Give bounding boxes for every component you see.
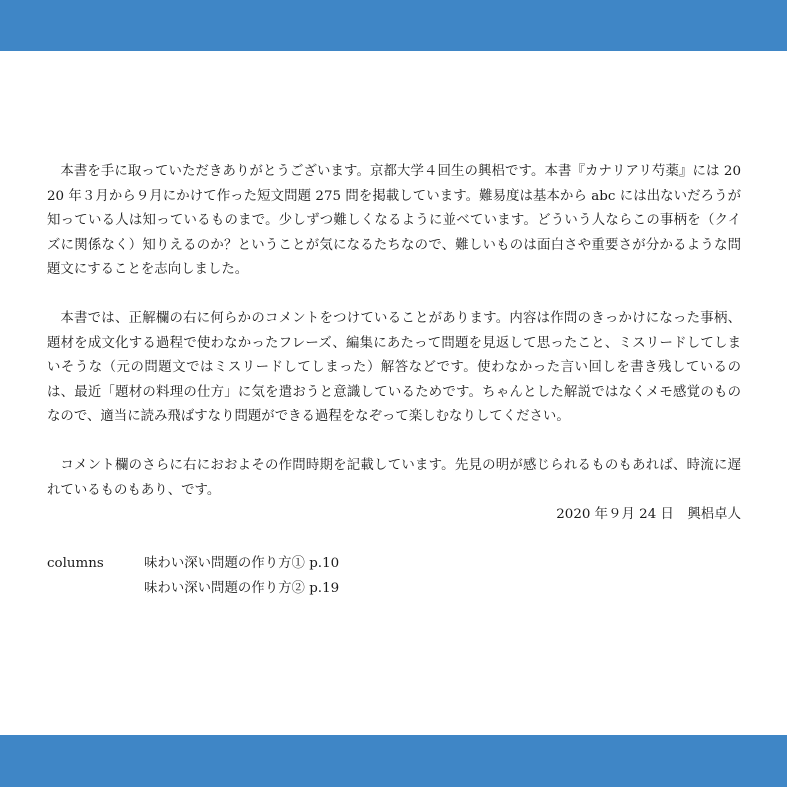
columns-label-spacer [47,577,144,602]
columns-label: columns [47,556,104,571]
preface-body [47,160,741,601]
paragraph-comments: 本書では、正解欄の右に何らかのコメントをつけていることがあります。内容は作問のきっかけになった事柄、題材を成文化する過程で使わなかったフレーズ、編集にあたって問題を見返して思ったこと、ミスリードしてしまいそうな（元の問題文ではミスリードしてしまった）解答などです。使わなかった言い回しを書き残しているのは、最近「題材の料理の仕方」に気を遣おうと意識しているためです。ちゃんとした解説ではなくメモ感覚のものなので、適当に読み飛ばすなり問題ができる過程をなぞって楽しむなりしてください。 [47,311,741,424]
columns-entry: 味わい深い問題の作り方② p.19 [144,580,340,596]
columns-entry: 味わい深い問題の作り方① p.10 [144,556,340,571]
columns-index [47,552,741,601]
top-color-band [0,0,787,51]
paragraph-dates: コメント欄のさらに右におおよその作問時期を記載しています。先見の明が感じられるものもあれば、時流に遅れているものもあり、です。 [47,458,741,498]
signature-date-author: 2020 年９月 24 日 興梠卓人 [556,507,741,522]
bottom-color-band [0,735,787,787]
paragraph-intro: 本書を手に取っていただきありがとうございます。京都大学４回生の興梠です。本書『カナリアリ芍薬』には 2020 年３月から９月にかけて作った短文問題 275 問を掲載しています。難易度は基本から abc には出ないだろうが知っている人は知っているものまで。少しずつ難しくなるように並べています。どういう人ならこの事柄を（クイズに関係なく）知りえるのか？ということが気になるたちなので、難しいものは面白さや重要さが分かるような問題文にすることを志向しました。 [47,164,741,277]
